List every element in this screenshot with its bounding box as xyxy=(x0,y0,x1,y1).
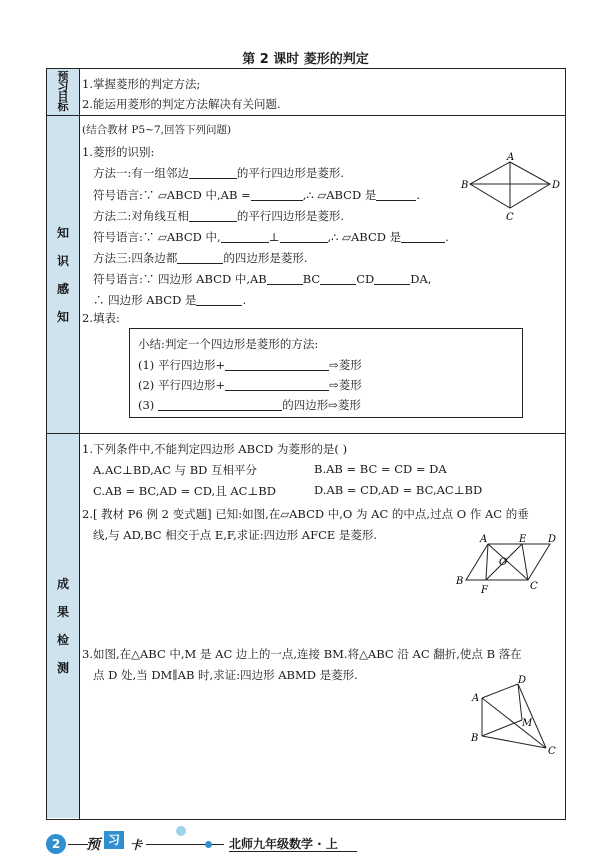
preview-goal-2: 2.能运用菱形的判定方法解决有关问题. xyxy=(82,97,281,111)
symbol-2-line: 符号语言:∵ ▱ABCD 中, ⊥ ,∴ ▱ABCD 是 . xyxy=(93,230,449,244)
row-divider xyxy=(46,115,566,116)
vertex-label: B xyxy=(456,576,464,587)
answer-blank[interactable] xyxy=(251,189,303,201)
preview-goal-1: 1.掌握菱形的判定方法; xyxy=(82,77,201,91)
answer-blank[interactable] xyxy=(225,379,329,391)
answer-blank[interactable] xyxy=(280,231,328,243)
answer-blank[interactable] xyxy=(189,167,237,179)
answer-blank[interactable] xyxy=(376,189,416,201)
vertex-label: M xyxy=(522,718,533,729)
footer-stamp-char: 卡 xyxy=(130,838,143,852)
vertex-label: A xyxy=(472,693,480,704)
triangle-fold-figure xyxy=(464,674,560,760)
decor-dot xyxy=(205,841,212,848)
book-title: 北师九年级数学 · 上 xyxy=(229,837,338,851)
section-label-knowledge: 知 识 感 知 xyxy=(47,116,79,433)
rhombus-figure xyxy=(460,152,560,224)
summary-row-1: (1) 平行四边形+ ⇨菱形 xyxy=(138,358,362,372)
problem-3-line-1: 3.如图,在△ABC 中,M 是 AC 边上的一点,连接 BM.将△ABC 沿 AC 翻折,使点 B 落在 xyxy=(82,647,522,661)
vertex-label: A xyxy=(507,152,515,163)
symbol-1-line: 符号语言:∵ ▱ABCD 中,AB = ,∴ ▱ABCD 是 . xyxy=(93,188,421,202)
section-label-results: 成 果 检 测 xyxy=(47,434,79,818)
method-3-line: 方法三:四条边都 的四边形是菱形. xyxy=(93,251,308,265)
vertex-label: D xyxy=(518,675,527,686)
option-b: B.AB = BC = CD = DA xyxy=(314,462,447,476)
knowledge-hint: (结合教材 P5~7,回答下列问题) xyxy=(82,124,232,136)
footer-stamp-box: 习 xyxy=(104,831,124,849)
method-1-line: 方法一:有一组邻边 的平行四边形是菱形. xyxy=(93,166,345,180)
summary-title: 小结:判定一个四边形是菱形的方法: xyxy=(138,337,319,351)
vertex-label: D xyxy=(548,534,556,545)
problem-1: 1.下列条件中,不能判定四边形 ABCD 为菱形的是( ) xyxy=(82,442,348,456)
question-2-heading: 2.填表: xyxy=(82,311,120,325)
problem-3-line-2: 点 D 处,当 DM∥AB 时,求证:四边形 ABMD 是菱形. xyxy=(93,668,358,682)
footer-rule xyxy=(146,844,224,845)
problem-2-line-1: 2.[ 教材 P6 例 2 变式题] 已知:如图,在▱ABCD 中,O 为 AC 的中点,过点 O 作 AC 的垂 xyxy=(82,507,529,521)
answer-blank[interactable] xyxy=(189,210,237,222)
parallelogram-figure xyxy=(452,532,556,596)
vertex-label: E xyxy=(519,534,527,545)
answer-blank[interactable] xyxy=(320,273,356,285)
summary-row-2: (2) 平行四边形+ ⇨菱形 xyxy=(138,378,362,392)
vertex-label: B xyxy=(461,180,469,191)
column-divider xyxy=(79,68,80,819)
answer-blank[interactable] xyxy=(196,294,242,306)
vertex-label: B xyxy=(471,733,479,744)
question-1-heading: 1.菱形的识别: xyxy=(82,145,155,159)
problem-2-line-2: 线,与 AD,BC 相交于点 E,F,求证:四边形 AFCE 是菱形. xyxy=(93,528,378,542)
symbol-3b-line: ∴ 四边形 ABCD 是 . xyxy=(93,293,247,307)
vertex-label: A xyxy=(480,534,488,545)
summary-row-3: (3) 的四边形⇨菱形 xyxy=(138,398,361,412)
vertex-label: C xyxy=(548,746,556,757)
answer-blank[interactable] xyxy=(158,399,282,411)
answer-blank[interactable] xyxy=(267,273,303,285)
vertex-label: F xyxy=(481,585,488,596)
page-number-badge: 2 xyxy=(46,834,66,854)
answer-blank[interactable] xyxy=(225,359,329,371)
answer-blank[interactable] xyxy=(374,273,410,285)
option-c: C.AB = BC,AD = CD,且 AC⊥BD xyxy=(93,484,276,498)
vertex-label: C xyxy=(506,212,514,223)
symbol-3-line: 符号语言:∵ 四边形 ABCD 中,AB BC CD DA, xyxy=(93,272,432,286)
method-2-line: 方法二:对角线互相 的平行四边形是菱形. xyxy=(93,209,345,223)
answer-blank[interactable] xyxy=(221,231,269,243)
vertex-label: C xyxy=(530,581,538,592)
vertex-label: D xyxy=(552,180,560,191)
footer-stamp-char: 预 xyxy=(86,837,100,853)
option-a: A.AC⊥BD,AC 与 BD 互相平分 xyxy=(93,463,258,477)
footer-rule xyxy=(68,844,88,845)
row-divider xyxy=(46,433,566,434)
footer-rule xyxy=(229,851,357,852)
section-label-preview: 预 习 目 标 xyxy=(47,69,79,115)
answer-blank[interactable] xyxy=(177,252,223,264)
decor-dot xyxy=(176,826,186,836)
option-d: D.AB = CD,AD = BC,AC⊥BD xyxy=(314,483,483,497)
page-title: 第 2 课时 菱形的判定 xyxy=(242,52,369,67)
vertex-label: O xyxy=(499,557,508,568)
answer-blank[interactable] xyxy=(401,231,445,243)
